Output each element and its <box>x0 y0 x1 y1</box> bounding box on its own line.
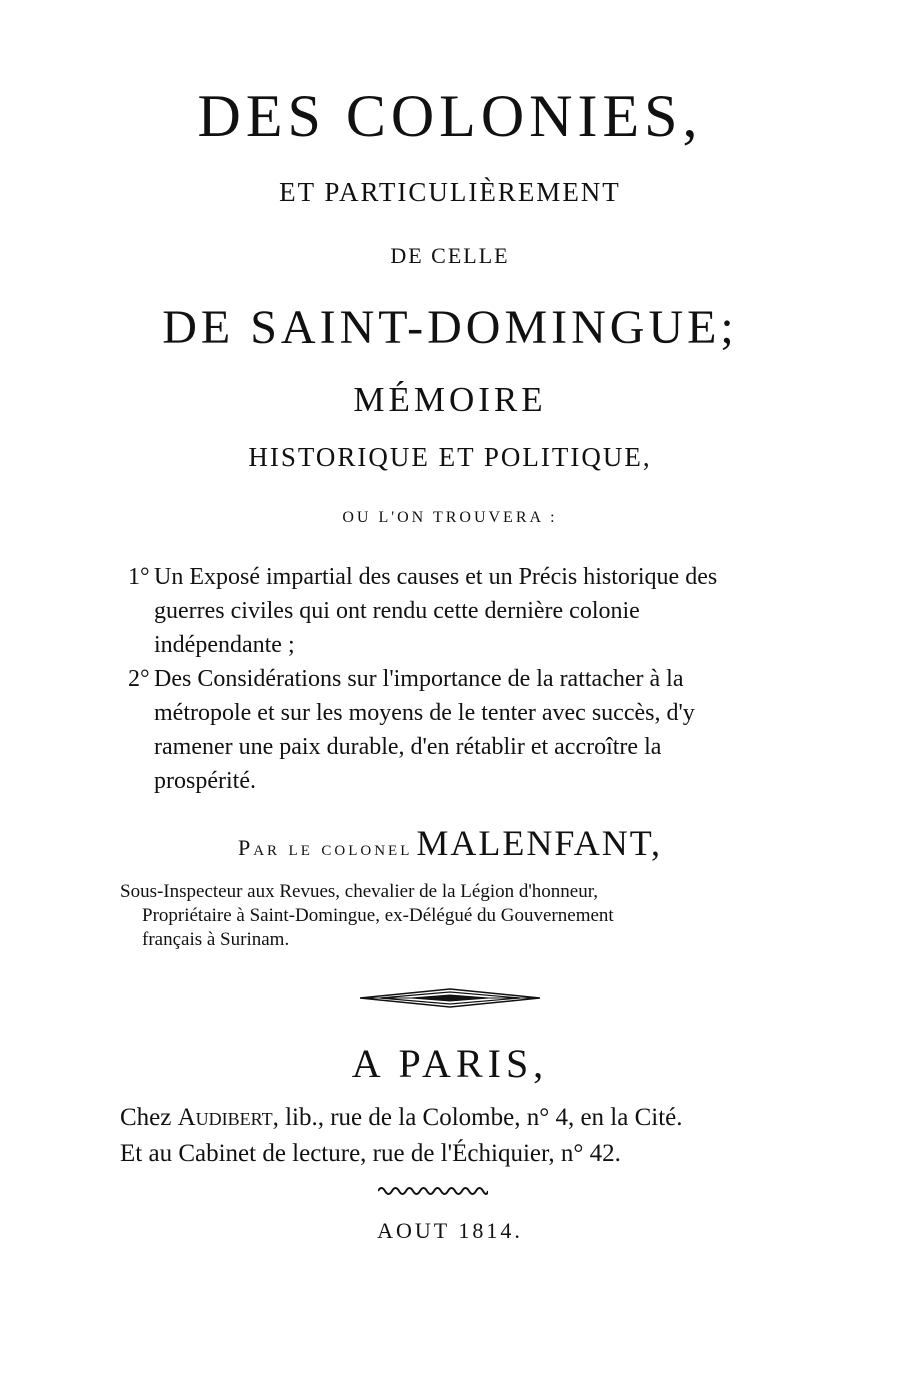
credential-line: Sous-Inspecteur aux Revues, chevalier de la Légion d'honneur, <box>120 881 599 902</box>
title-line-4: DE SAINT-DOMINGUE; <box>162 301 738 354</box>
publication-date: AOUT 1814. <box>377 1218 523 1243</box>
author-by: Par le colonel <box>237 835 413 860</box>
title-line-3: DE CELLE <box>390 243 510 268</box>
credential-line: français à Surinam. <box>142 929 290 950</box>
item-number: 2° <box>128 666 150 692</box>
credential-line: Propriétaire à Saint-Domingue, ex-Délégué du Gouvernement <box>142 905 614 926</box>
author-credentials <box>120 880 770 952</box>
title-line-2: ET PARTICULIÈREMENT <box>279 177 621 207</box>
imprint-address: , lib., rue de la Colombe, n° 4, en la Cité. <box>272 1104 683 1131</box>
contents-intro: OU L'ON TROUVERA : <box>342 509 558 526</box>
publisher-name: Audibert <box>177 1104 273 1131</box>
author-name: MALENFANT, <box>416 823 663 863</box>
contents-list <box>128 560 768 798</box>
title-line-6: HISTORIQUE ET POLITIQUE, <box>248 442 652 472</box>
item-number: 1° <box>128 564 150 590</box>
item-text: Un Exposé impartial des causes et un Précis historique des guerres civiles qui ont rendu cette dernière colonie indépendante ; <box>154 564 718 658</box>
wavy-line-ornament <box>378 1185 488 1197</box>
diamond-rule-ornament <box>360 988 540 1008</box>
title-line-1: DES COLONIES, <box>197 83 703 149</box>
author-line <box>0 822 900 864</box>
item-text: Des Considérations sur l'importance de la rattacher à la métropole et sur les moyens de le tenter avec succès, d'y ramener une paix durable, d'en rétablir et accroître la prospérité. <box>154 666 695 794</box>
contents-item <box>128 662 768 798</box>
imprint-line-1 <box>120 1104 780 1132</box>
title-line-5: MÉMOIRE <box>353 380 547 419</box>
imprint-city: A PARIS, <box>351 1041 549 1086</box>
imprint-line-2: Et au Cabinet de lecture, rue de l'Échiquier, n° 42. <box>120 1140 621 1167</box>
imprint-prefix: Chez <box>120 1104 178 1131</box>
contents-item <box>128 560 768 662</box>
